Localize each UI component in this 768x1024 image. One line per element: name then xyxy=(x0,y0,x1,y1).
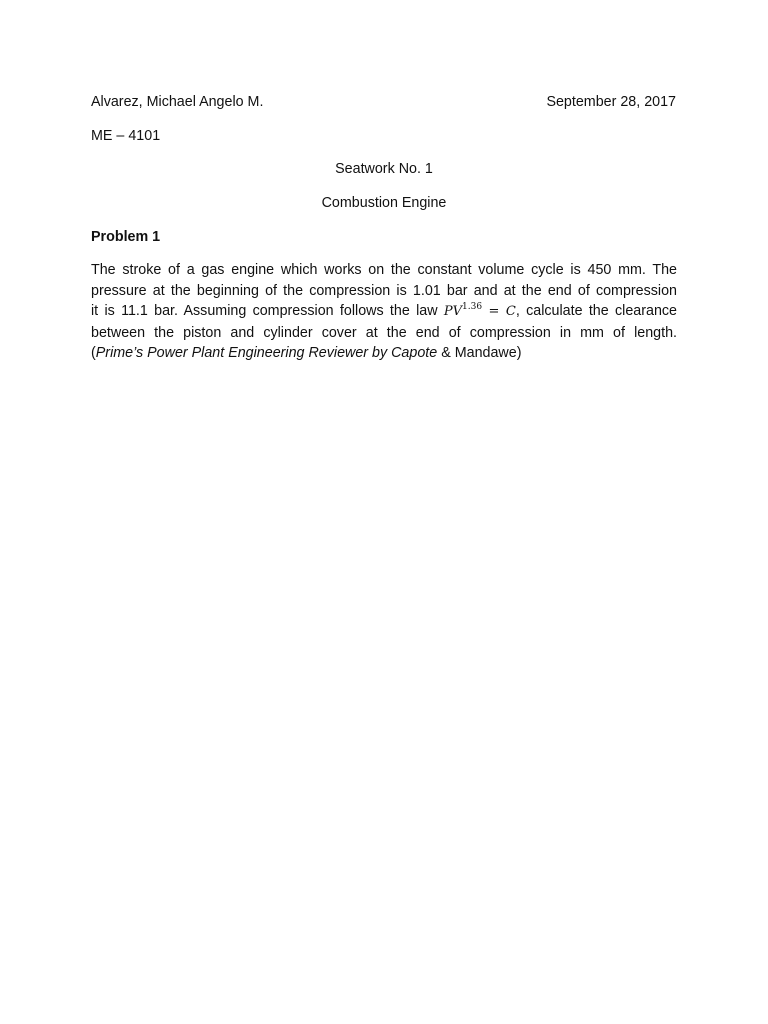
problem-line xyxy=(91,301,677,323)
problem-line: between the piston and cylinder cover at the end of compression in mm of length. xyxy=(91,324,677,341)
author-name: Alvarez, Michael Angelo M. xyxy=(91,94,264,110)
problem-heading: Problem 1 xyxy=(91,229,161,245)
formula-exponent: 1.36 xyxy=(462,302,483,313)
reference-line xyxy=(91,343,677,364)
reference-ampersand: & xyxy=(437,345,455,362)
course-code: ME – 4101 xyxy=(91,128,161,144)
problem-line: The stroke of a gas engine which works on the constant volume cycle is 450 mm. The xyxy=(91,262,677,278)
formula-equals: = xyxy=(482,304,506,320)
reference-source: Prime’s Power Plant Engineering Reviewer by Capote xyxy=(95,345,438,362)
problem-line: pressure at the beginning of the compression is 1.01 bar and at the end of compression xyxy=(91,282,677,299)
problem-statement xyxy=(91,260,677,364)
reference-authors: Mandawe xyxy=(454,345,517,362)
document-date: September 28, 2017 xyxy=(546,94,676,110)
problem-text: , calculate the clearance xyxy=(515,303,677,320)
reference-paren-open: ( xyxy=(91,345,96,362)
reference-paren-close: ) xyxy=(516,345,522,362)
subject-title: Combustion Engine xyxy=(321,195,447,211)
problem-text: it is 11.1 bar. Assuming compression follows the law xyxy=(91,303,444,320)
compression-law-formula xyxy=(444,304,516,319)
seatwork-title: Seatwork No. 1 xyxy=(335,161,433,177)
formula-base: PV xyxy=(443,304,462,320)
formula-rhs: C xyxy=(505,304,516,320)
